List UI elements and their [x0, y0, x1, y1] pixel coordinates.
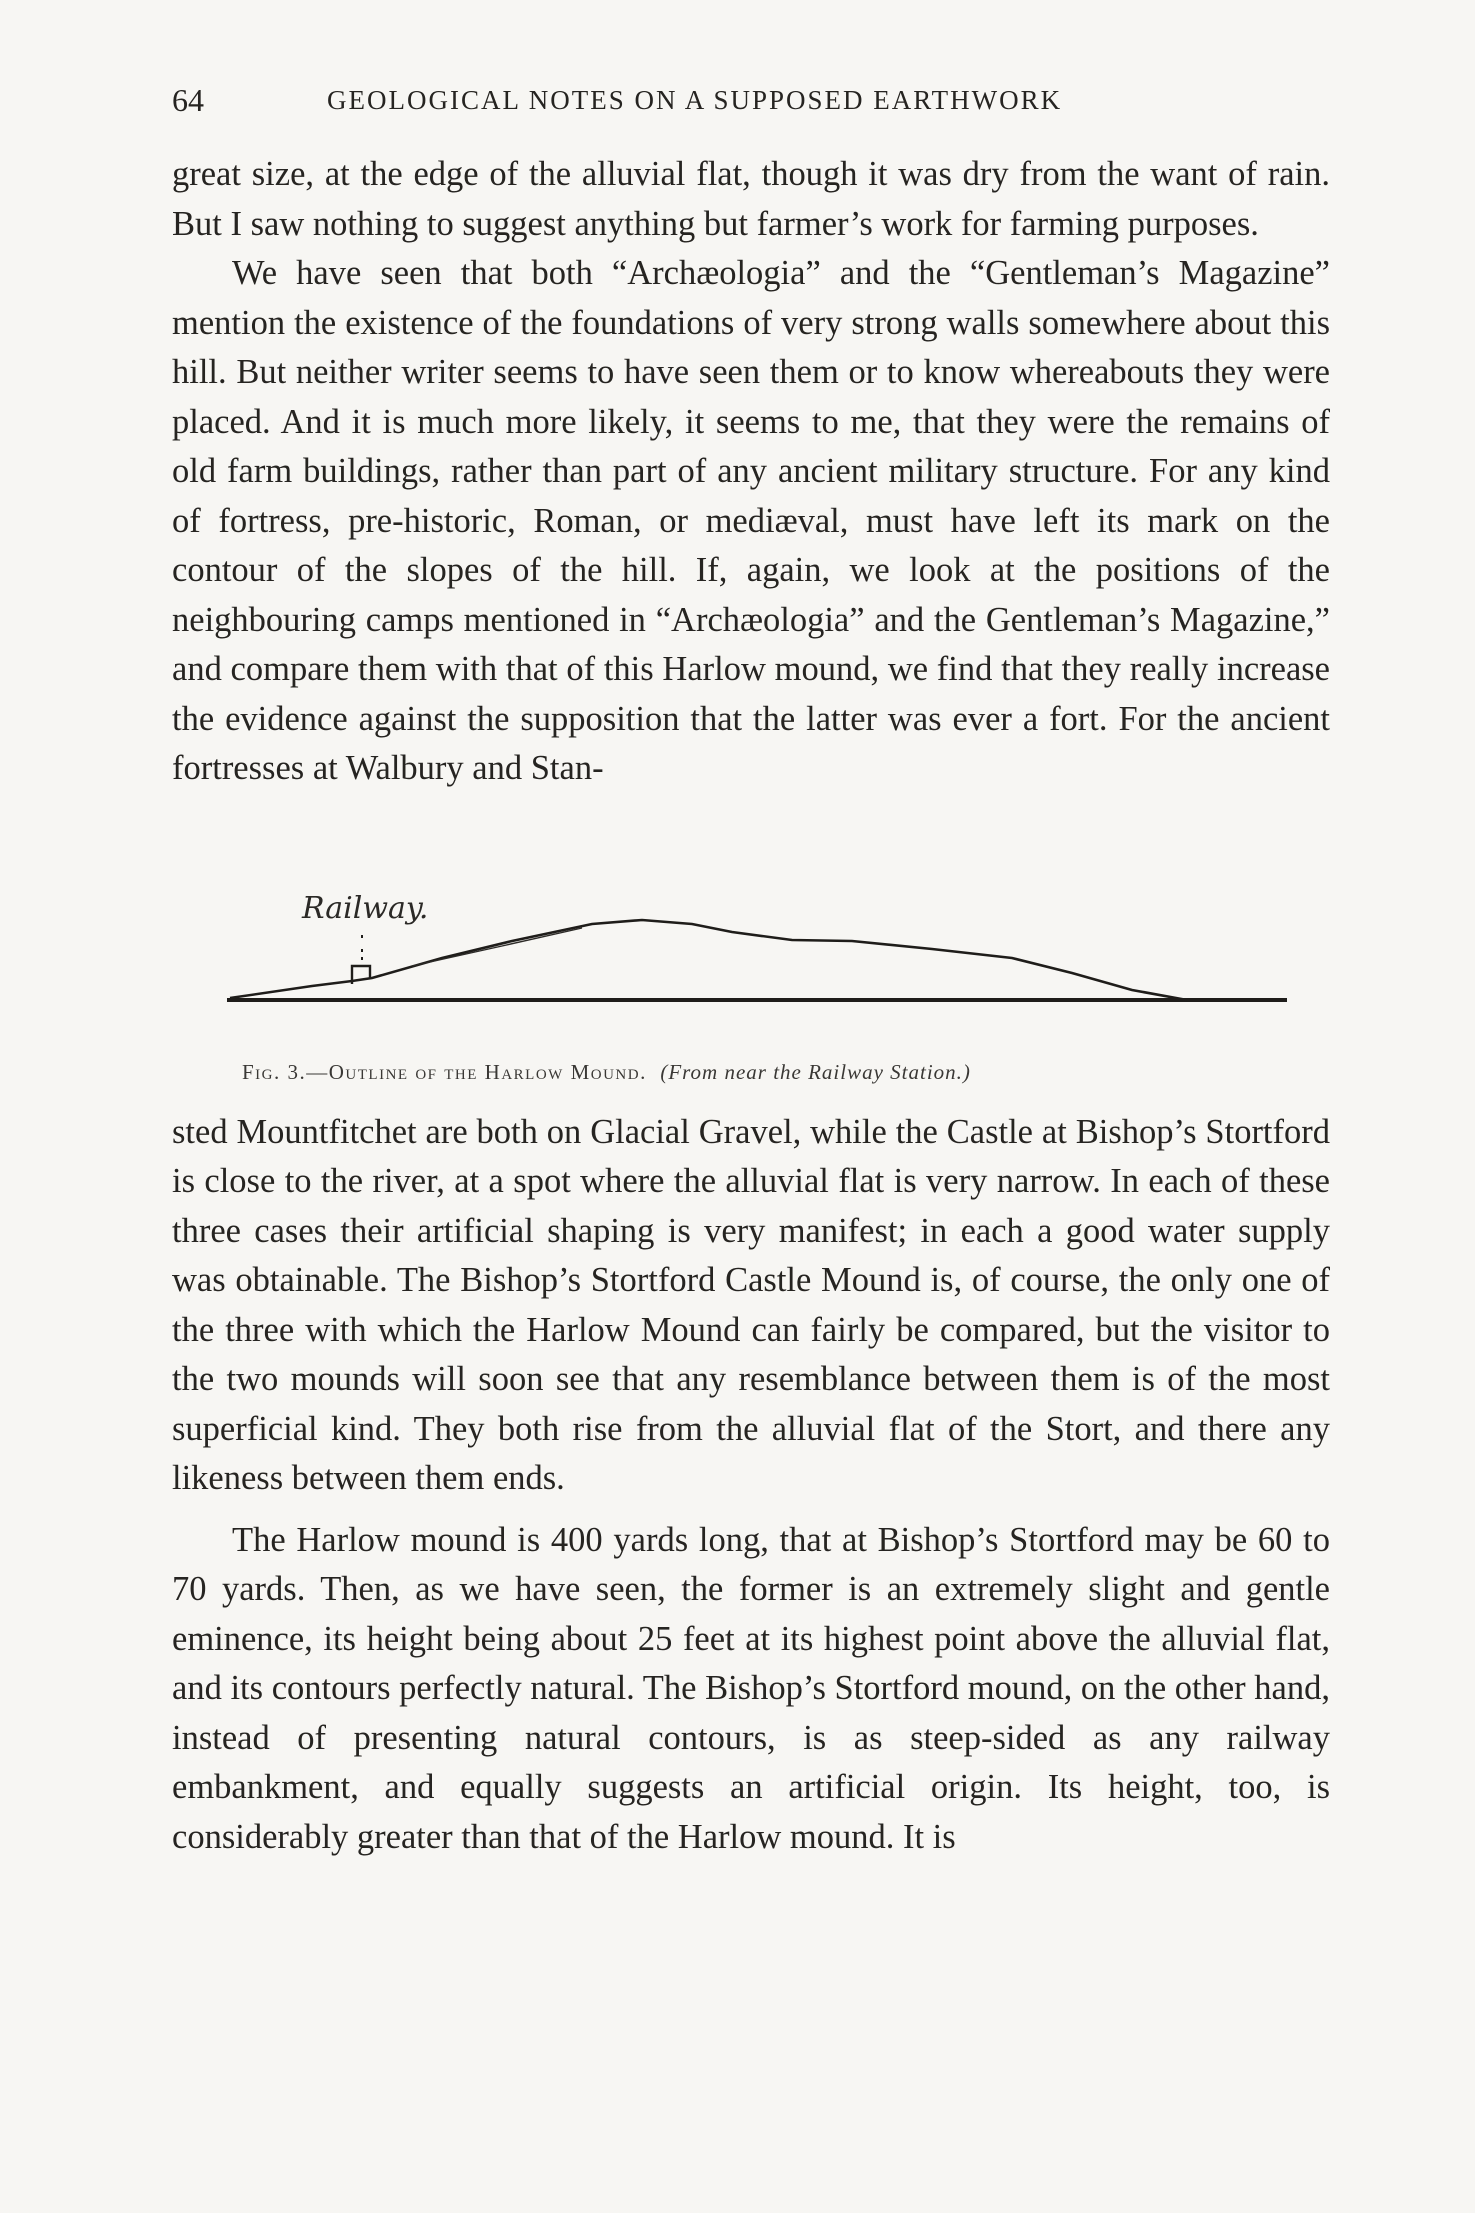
page-number: 64 — [172, 82, 204, 118]
mound-profile-line — [352, 920, 1187, 1000]
paragraph-harlow-mound: The Harlow mound is 400 yards long, that at Bishop’s Stortford may be 60 to 70 yards. Then, as we have seen, the former is an extremely slight and gentle eminence, its height being about 25 feet at its highest point above the alluvial flat, and its contours perfectly natural. The Bishop’s Stortford mound, on the other hand, instead of presenting natural contours, is as steep-sided as any railway embankment, and equally suggests an artificial origin. Its height, too, is considerably greater than that of the Harlow mound. It is — [172, 1520, 1330, 1856]
figure-harlow-mound — [172, 808, 1330, 1108]
mound-profile-shading — [412, 928, 582, 966]
book-page — [172, 70, 1330, 1862]
paragraph-archaeologia: We have seen that both “Archæologia” and the “Gentleman’s Magazine” mention the existence of the foundations of very strong walls somewhere about this hill. But neither writer seems to have seen them or to know whereabouts they were placed. And it is much more likely, it seems to me, that they were the remains of old farm buildings, rather than part of any ancient military structure. For any kind of fortress, pre-historic, Roman, or mediæval, must have left its mark on the contour of the slopes of the hill. If, again, we look at the positions of the neighbouring camps mentioned in “Archæologia” and the Gentleman’s Magazine,” and compare them with that of this Harlow mound, we find that they really increase the evidence against the supposition that the latter was ever a fort. For the ancient fortresses at Walbury and Stan- — [172, 254, 1330, 787]
paragraph-mountfitchet: sted Mountfitchet are both on Glacial Gravel, while the Castle at Bishop’s Stortford is close to the river, at a spot where the alluvial flat is very narrow. In each of these three cases their artificial shaping is very manifest; in each a good water supply was obtainable. The Bishop’s Stortford Castle Mound is, of course, the only one of the three with which the Harlow Mound can fairly be compared, but the visitor to the two mounds will soon see that any resemblance between them is of the most superficial kind. They both rise from the alluvial flat of the Stort, and there any likeness between them ends. — [172, 1112, 1330, 1497]
caption-title: Outline of the Harlow Mound. — [328, 1059, 647, 1084]
left-slope-line — [230, 981, 352, 998]
figure-caption — [242, 1060, 1242, 1085]
caption-source: (From near the Railway Station.) — [660, 1059, 971, 1084]
running-title: GEOLOGICAL NOTES ON A SUPPOSED EARTHWORK — [327, 85, 1063, 115]
mound-outline-drawing — [172, 808, 1330, 1058]
railway-label: Railway. — [302, 890, 429, 926]
running-head — [172, 70, 1330, 130]
caption-number: Fig. 3.— — [242, 1059, 329, 1084]
paragraph-continuation: great size, at the edge of the alluvial flat, though it was dry from the want of rain. But I saw nothing to suggest anything but farmer’s work for farming purposes. — [172, 155, 1330, 243]
